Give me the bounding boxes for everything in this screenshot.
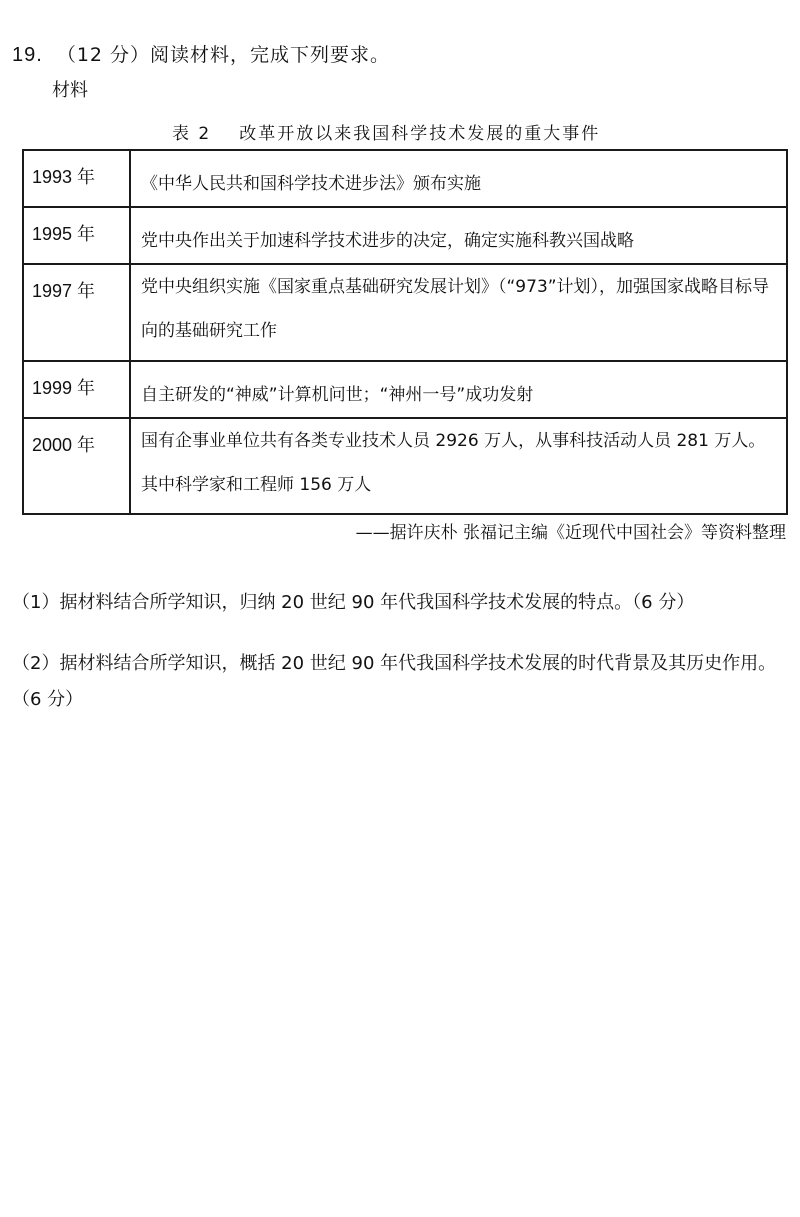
event-cell bbox=[130, 150, 787, 207]
events-table bbox=[22, 149, 788, 515]
table-row bbox=[23, 361, 787, 418]
event-cell bbox=[130, 361, 787, 418]
table-row bbox=[23, 207, 787, 264]
table-row bbox=[23, 150, 787, 207]
year-cell: 1997 年 bbox=[23, 264, 130, 361]
year-cell: 1993 年 bbox=[23, 150, 130, 207]
question-number: 19. bbox=[12, 44, 43, 66]
table-row bbox=[23, 264, 787, 361]
event-text: 自主研发的“神威”计算机问世；“神州一号”成功发射 bbox=[141, 385, 534, 405]
source-citation: ——据许庆朴 张福记主编《近现代中国社会》等资料整理 bbox=[355, 523, 786, 543]
sub-question-1: （1）据材料结合所学知识，归纳 20 世纪 90 年代我国科学技术发展的特点。（6 分） bbox=[12, 592, 695, 613]
question-prompt: （12 分）阅读材料，完成下列要求。 bbox=[56, 44, 391, 66]
event-cell bbox=[130, 207, 787, 264]
year-cell: 1999 年 bbox=[23, 361, 130, 418]
table-caption-label: 表 2 bbox=[172, 124, 212, 144]
event-cell: 党中央组织实施《国家重点基础研究发展计划》（“973”计划），加强国家战略目标导向的基础研究工作 bbox=[130, 264, 787, 361]
event-cell: 国有企事业单位共有各类专业技术人员 2926 万人，从事科技活动人员 281 万人。其中科学家和工程师 156 万人 bbox=[130, 418, 787, 514]
year-cell: 2000 年 bbox=[23, 418, 130, 514]
table-row bbox=[23, 418, 787, 514]
material-label: 材料 bbox=[52, 80, 88, 101]
event-text: 党中央作出关于加速科学技术进步的决定，确定实施科教兴国战略 bbox=[141, 231, 634, 251]
year-cell: 1995 年 bbox=[23, 207, 130, 264]
question-header bbox=[12, 40, 390, 67]
table-caption-title: 改革开放以来我国科学技术发展的重大事件 bbox=[239, 124, 601, 144]
table-caption bbox=[172, 119, 600, 144]
sub-question-2: （2）据材料结合所学知识，概括 20 世纪 90 年代我国科学技术发展的时代背景及其历史作用。（6 分） bbox=[12, 653, 777, 710]
event-text: 《中华人民共和国科学技术进步法》颁布实施 bbox=[141, 174, 481, 194]
